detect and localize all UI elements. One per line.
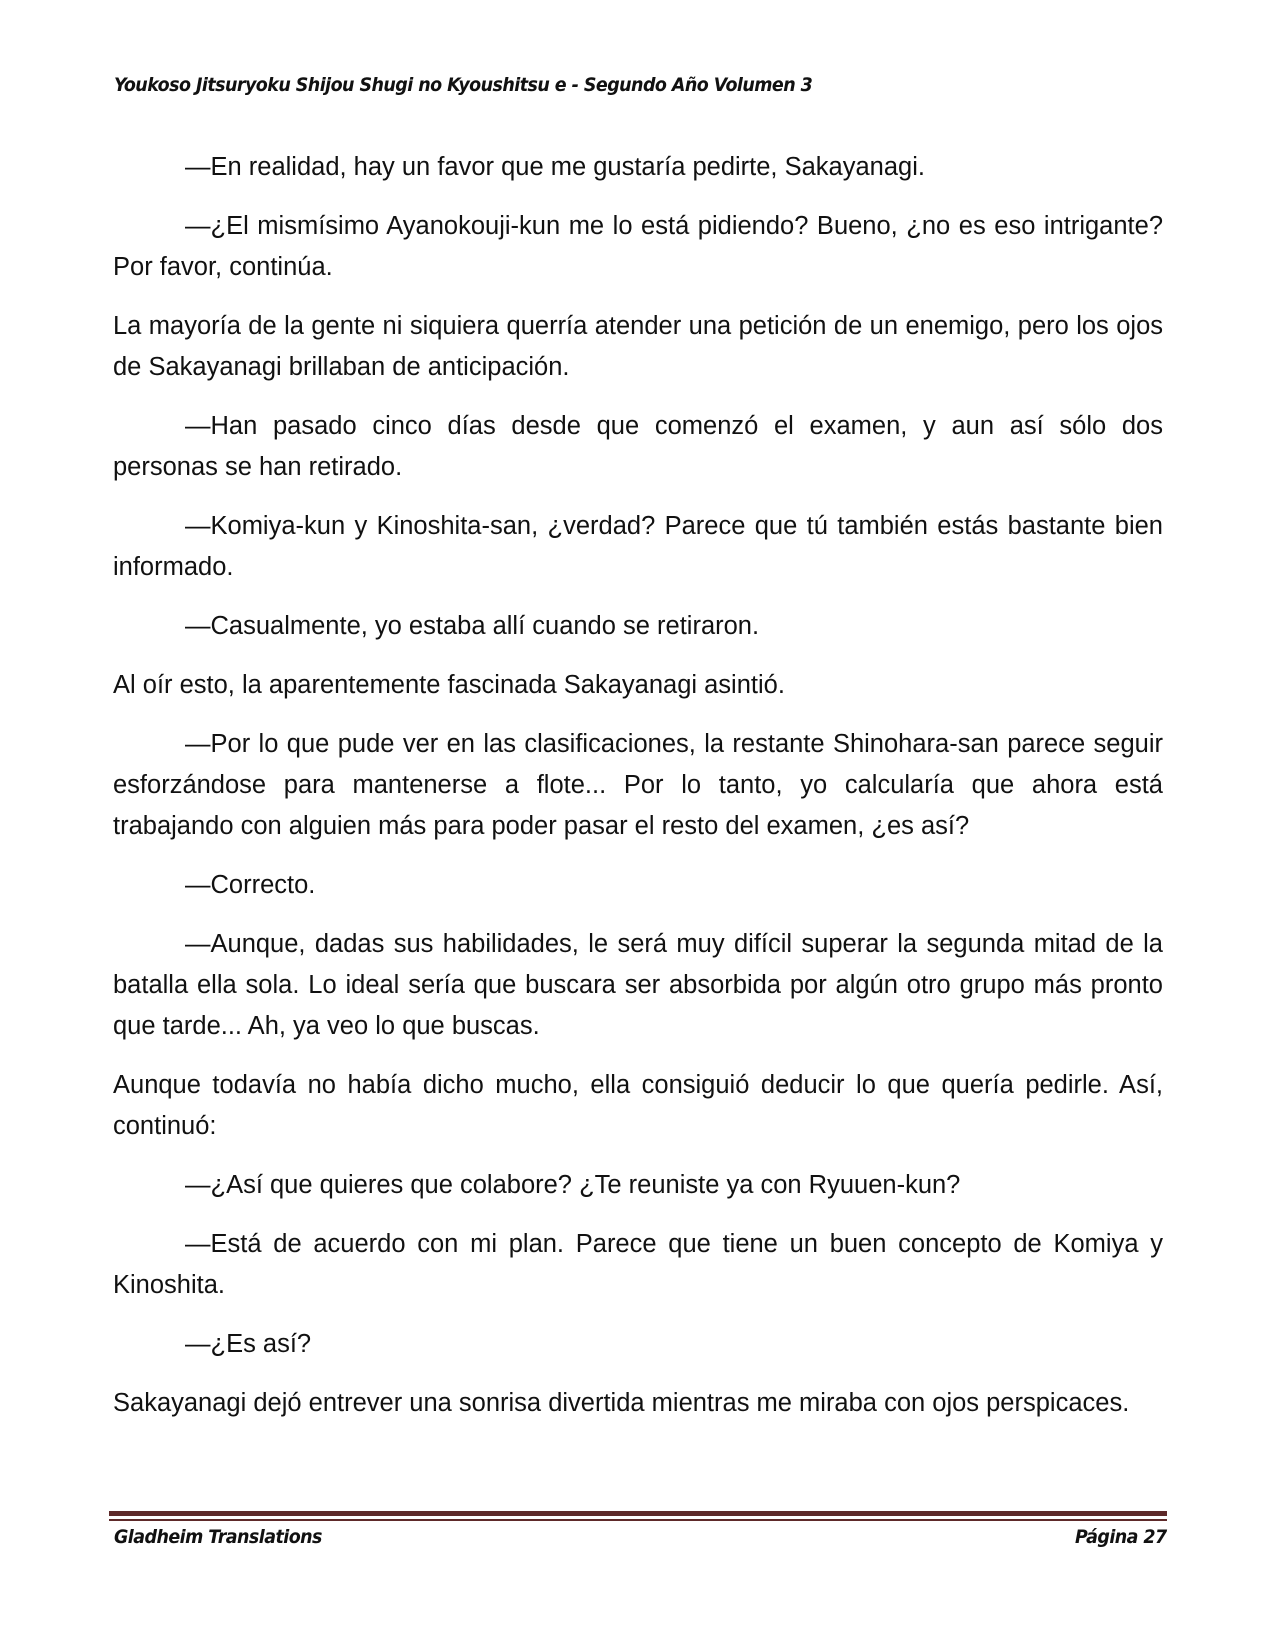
paragraph: —Por lo que pude ver en las clasificaciones, la restante Shinohara-san parece seguir esforzándose para mantenerse a flote... Por lo tanto, yo calcularía que ahora está trabajando con alguien más para poder pasar el resto del examen, ¿es así? [113, 730, 1163, 840]
paragraph: —Han pasado cinco días desde que comenzó el examen, y aun así sólo dos personas se han retirado. [113, 412, 1163, 481]
paragraph: —En realidad, hay un favor que me gustaría pedirte, Sakayanagi. [185, 153, 925, 181]
paragraph: Sakayanagi dejó entrever una sonrisa divertida mientras me miraba con ojos perspicaces. [113, 1389, 1130, 1417]
footer-rule-thin [109, 1519, 1167, 1521]
footer-rule [109, 1511, 1167, 1516]
paragraph: La mayoría de la gente ni siquiera querría atender una petición de un enemigo, pero los ojos de Sakayanagi brillaban de anticipación. [113, 312, 1163, 381]
footer-translator: Gladheim Translations [114, 1526, 322, 1548]
paragraph: —¿Es así? [185, 1330, 312, 1358]
paragraph: Aunque todavía no había dicho mucho, ella consiguió deducir lo que quería pedirle. Así, continuó: [113, 1071, 1163, 1140]
paragraph: —Casualmente, yo estaba allí cuando se retiraron. [185, 612, 760, 640]
paragraph: —Aunque, dadas sus habilidades, le será muy difícil superar la segunda mitad de la batalla ella sola. Lo ideal sería que buscara ser absorbida por algún otro grupo más pronto que tarde... Ah, ya veo lo que buscas. [113, 930, 1163, 1040]
page-number: Página 27 [1075, 1526, 1167, 1548]
paragraph: —Está de acuerdo con mi plan. Parece que tiene un buen concepto de Komiya y Kinoshita. [113, 1230, 1163, 1299]
running-header: Youkoso Jitsuryoku Shijou Shugi no Kyoushitsu e - Segundo Año Volumen 3 [114, 74, 813, 96]
paragraph: —Correcto. [185, 871, 316, 899]
body-text [113, 147, 1163, 1442]
paragraph: —Komiya-kun y Kinoshita-san, ¿verdad? Parece que tú también estás bastante bien informado. [113, 512, 1163, 581]
paragraph: Al oír esto, la aparentemente fascinada Sakayanagi asintió. [113, 671, 785, 699]
paragraph: —¿El mismísimo Ayanokouji-kun me lo está pidiendo? Bueno, ¿no es eso intrigante? Por favor, continúa. [113, 212, 1163, 281]
paragraph: —¿Así que quieres que colabore? ¿Te reuniste ya con Ryuuen-kun? [185, 1171, 961, 1199]
